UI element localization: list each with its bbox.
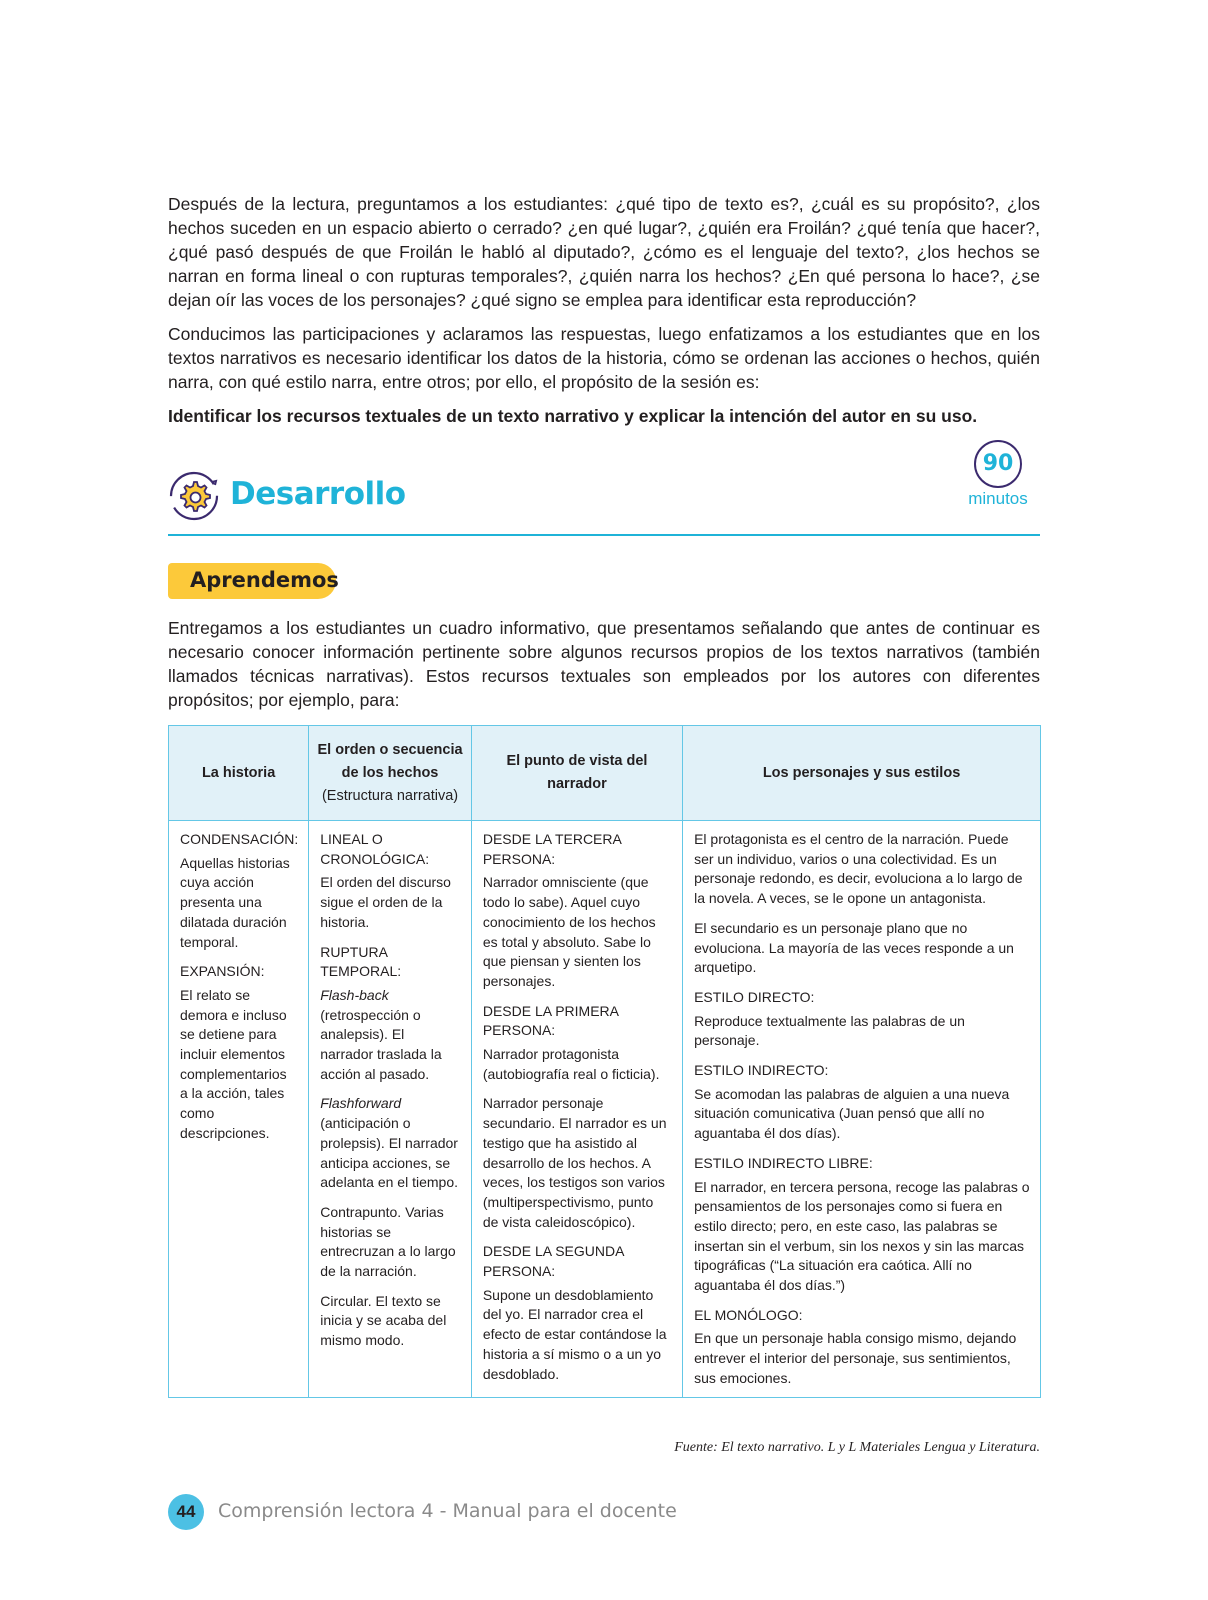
section-header	[168, 440, 1040, 536]
cell-text: El protagonista es el centro de la narración. Puede ser un individuo, varios o una colectividad. Es un personaje redondo, es decir, evoluciona a lo largo de la novela. A veces, se le opone un antagonista.	[694, 831, 1023, 907]
header-orden-subtitle: (Estructura narrativa)	[321, 787, 459, 804]
flashback-text: (retrospección o analepsis). El narrador traslada la acción al pasado.	[320, 1006, 442, 1082]
cell-text: ESTILO DIRECTO:	[694, 988, 815, 1005]
page-number: 44	[168, 1494, 204, 1530]
cell-text: Circular. El texto se inicia y se acaba del mismo modo.	[320, 1292, 447, 1349]
header-personajes: Los personajes y sus estilos	[683, 726, 1041, 821]
cell-text: DESDE LA TERCERA PERSONA:	[482, 831, 622, 867]
cell-orden	[309, 821, 472, 1398]
cell-text: Supone un desdoblamiento del yo. El narrador crea el efecto de estar contándose la historia a sí mismo o a un yo desdoblado.	[482, 1286, 667, 1382]
header-historia: La historia	[169, 726, 309, 821]
table-row	[169, 821, 1041, 1398]
cell-text: ESTILO INDIRECTO LIBRE:	[694, 1154, 873, 1171]
gear-icon	[168, 470, 220, 522]
cell-text: El relato se demora e incluso se detiene para incluir elementos complementarios a la acción, tales como descripciones.	[180, 986, 287, 1141]
timer-value: 90	[982, 451, 1014, 476]
header-punto-de-vista: El punto de vista del narrador	[471, 726, 682, 821]
flashforward-text: (anticipación o prolepsis). El narrador anticipa acciones, se adelanta en el tiempo.	[320, 1115, 458, 1191]
timer-icon	[974, 440, 1022, 488]
intro-text-block	[168, 192, 1040, 428]
cell-text: Narrador omnisciente (que todo lo sabe). Aquel cuyo conocimiento de los hechos es total y absoluto. Sabe lo que piensan y sienten los personajes.	[482, 874, 656, 989]
section-divider	[168, 534, 1040, 536]
header-orden	[309, 726, 472, 821]
paragraph-questions: Después de la lectura, preguntamos a los estudiantes: ¿qué tipo de texto es?, ¿cuál es su propósito?, ¿los hechos suceden en un espacio abierto o cerrado? ¿en qué lugar?, ¿quién era Froilán? ¿qué tenía que hacer?, ¿qué pasó después de que Froilán le habló al diputado?, ¿cómo es el lenguaje del texto?, ¿los hechos se narran en forma lineal o con rupturas temporales?, ¿quién narra los hechos? ¿En qué persona lo hace?, ¿se dejan oír las voces de los personajes? ¿qué signo se emplea para identificar esta reproducción?	[168, 194, 1040, 310]
cell-text: EXPANSIÓN:	[180, 963, 265, 980]
cell-text	[320, 1094, 461, 1193]
cell-text: Se acomodan las palabras de alguien a una nueva situación comunicativa (Juan pensó que allí no aguantaba él dos días).	[694, 1085, 1010, 1142]
cell-text: El orden del discurso sigue el orden de la historia.	[320, 874, 451, 930]
badge-label: Aprendemos	[190, 568, 339, 592]
cell-punto-de-vista	[471, 821, 682, 1398]
cell-text: Contrapunto. Varias historias se entrecruzan a lo largo de la narración.	[320, 1203, 456, 1280]
cell-text: Reproduce textualmente las palabras de un personaje.	[694, 1012, 965, 1049]
timer-unit: minutos	[968, 489, 1028, 508]
cell-text	[320, 986, 461, 1085]
cell-text: Aquellas historias cuya acción presenta una dilatada duración temporal.	[180, 854, 290, 950]
session-purpose: Identificar los recursos textuales de un texto narrativo y explicar la intención del autor en su uso.	[168, 406, 978, 426]
cell-text: El narrador, en tercera persona, recoge las palabras o pensamientos de los personajes como si fuera en estilo directo; pero, en este caso, las palabras se insertan sin el verbum, sin los nexos y sin las marcas tipográficas (“La situación era caótica. Allí no aguantaba él dos días.”)	[694, 1178, 1030, 1294]
cell-text: LINEAL O CRONOLÓGICA:	[320, 831, 430, 867]
table-source: Fuente: El texto narrativo. L y L Materiales Lengua y Literatura.	[674, 1440, 1040, 1455]
flashback-term: Flash-back	[320, 986, 389, 1003]
intro-paragraph: Entregamos a los estudiantes un cuadro informativo, que presentamos señalando que antes de continuar es necesario conocer información pertinente sobre algunos recursos propios de los textos narrativos (también llamados técnicas narrativas). Estos recursos textuales son empleados por los autores con diferentes propósitos; por ejemplo, para:	[168, 618, 1040, 710]
cell-text: EL MONÓLOGO:	[694, 1306, 803, 1323]
cell-text: RUPTURA TEMPORAL:	[320, 943, 402, 980]
aprendemos-badge	[168, 563, 339, 599]
cell-personajes	[683, 821, 1041, 1398]
flashforward-term: Flashforward	[320, 1095, 402, 1112]
timer	[958, 440, 1038, 509]
cell-text: El secundario es un personaje plano que no evoluciona. La mayoría de las veces responde a un arquetipo.	[694, 919, 1014, 976]
table-header-row	[169, 726, 1041, 821]
cell-text: Narrador personaje secundario. El narrador es un testigo que ha asistido al desarrollo de los hechos. A veces, los testigos son varios (multiperspectivismo, punto de vista caleidoscópico).	[482, 1095, 667, 1230]
cell-text: CONDENSACIÓN:	[180, 831, 299, 847]
narrative-resources-table	[168, 725, 1041, 1398]
paragraph-conduct: Conducimos las participaciones y aclaramos las respuestas, luego enfatizamos a los estudiantes que en los textos narrativos es necesario identificar los datos de la historia, cómo se ordenan las acciones o hechos, quién narra, con qué estilo narra, entre otros; por ello, el propósito de la sesión es:	[168, 324, 1040, 392]
header-orden-title: El orden o secuencia de los hechos	[317, 741, 463, 781]
cell-text: DESDE LA SEGUNDA PERSONA:	[482, 1243, 624, 1280]
cell-text: DESDE LA PRIMERA PERSONA:	[482, 1002, 619, 1039]
cell-text: En que un personaje habla consigo mismo, dejando entrever el interior del personaje, sus sentimientos, sus emociones.	[694, 1330, 1017, 1386]
cell-text: ESTILO INDIRECTO:	[694, 1062, 829, 1079]
footer-title: Comprensión lectora 4 - Manual para el docente	[218, 1500, 677, 1522]
cell-historia	[169, 821, 309, 1398]
section-title: Desarrollo	[230, 476, 406, 512]
cell-text: Narrador protagonista (autobiografía real o ficticia).	[482, 1046, 660, 1082]
